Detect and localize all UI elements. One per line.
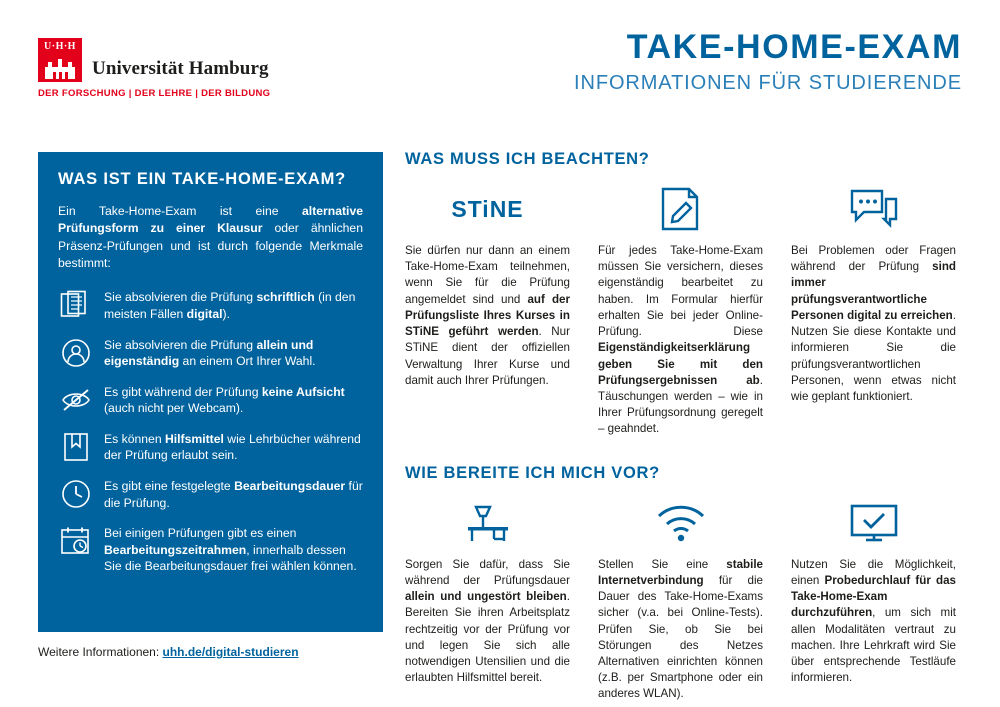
university-claim: DER FORSCHUNG | DER LEHRE | DER BILDUNG xyxy=(38,88,271,99)
section2-heading: WIE BEREITE ICH MICH VOR? xyxy=(405,463,660,482)
card-text-part: Stellen Sie eine xyxy=(598,557,727,571)
card-text-part: Sorgen Sie dafür, dass Sie während der Prüfungsdauer xyxy=(405,557,570,587)
card-text-bold: allein und ungestört bleiben xyxy=(405,590,567,604)
card-text-part: . Nur STiNE dient der offiziellen Verwaltung Ihrer Kurse und damit auch Ihrer Prüfungen. xyxy=(405,325,570,387)
card-workspace xyxy=(405,497,570,703)
footer-label: Weitere Informationen: xyxy=(38,645,163,659)
card-declaration xyxy=(598,183,763,438)
footer-link[interactable]: uhh.de/digital-studieren xyxy=(162,645,299,659)
feature-item xyxy=(58,477,363,511)
card-trial-run xyxy=(791,497,956,703)
panel-intro-part-3: oder ähnlichen Präsenz-Prüfungen und ist durch folgende Merkmale bestimmt: xyxy=(58,221,363,270)
feature-text-part: Sie absolvieren die Prüfung xyxy=(104,290,257,305)
stine-wordmark-text: STiNE xyxy=(451,195,524,222)
card-text-part: für die Dauer des Take-Home-Exams sicher (v.a. bei Online-Tests). Prüfen Sie, ob Sie bei Störungen des Netzes Alternativen einrichten können (z.B. per Smartphone oder ein anderes WLAN). xyxy=(598,573,763,701)
feature-text-part: Es gibt eine festgelegte xyxy=(104,479,235,494)
university-logo xyxy=(38,38,298,99)
feature-text xyxy=(104,383,363,417)
feature-text-part: wie Lehrbücher während der Prüfung erlaubt sein. xyxy=(104,431,361,463)
feature-text xyxy=(104,288,363,322)
wifi-icon xyxy=(598,497,763,549)
feature-text-part: Sie absolvieren die Prüfung xyxy=(104,337,257,352)
panel-heading: WAS IST EIN TAKE-HOME-EXAM? xyxy=(58,170,347,188)
book-bookmark-icon xyxy=(58,430,94,464)
card-text-part: Für jedes Take-Home-Exam müssen Sie versichern, dieses eigenständig bearbeitet zu haben. Im Formular hierfür erhalten Sie bei jeder Online-Prüfung. Diese xyxy=(598,244,763,339)
title-block xyxy=(574,30,962,95)
card-text-part: . Nutzen Sie diese Kontakte und informieren Sie die prüfungsverantwortlichen Personen, wenn etwas nicht wie geplant funktioniert. xyxy=(791,308,956,403)
card-text-part: Bei Problemen oder Fragen während der Prüfung xyxy=(791,244,956,274)
panel-intro-part-1: Ein Take-Home-Exam ist eine xyxy=(58,204,303,218)
feature-item xyxy=(58,383,363,417)
desk-lamp-icon xyxy=(405,497,570,549)
card-body xyxy=(598,243,763,438)
feature-text-bold: digital xyxy=(186,306,223,321)
section1-heading: WAS MUSS ICH BEACHTEN? xyxy=(405,150,650,168)
card-body xyxy=(405,557,570,687)
feature-text-part: (auch nicht per Webcam). xyxy=(104,401,244,416)
section1-cards xyxy=(405,183,965,438)
card-text-bold: Eigenständigkeitserklärung geben Sie mit den Prüfungsergebnissen ab xyxy=(598,341,763,387)
card-text-part: Nutzen Sie die Möglichkeit, einen xyxy=(791,557,956,587)
feature-text-bold: keine Aufsicht xyxy=(261,384,345,399)
card-text-bold: sind immer prüfungsverantwortliche Personen digital zu erreichen xyxy=(791,260,956,322)
feature-text-part: Bei einigen Prüfungen gibt es einen xyxy=(104,526,297,541)
chat-bubbles-icon xyxy=(791,183,956,235)
uhh-seal-icon xyxy=(38,38,82,82)
feature-text-part: Es können xyxy=(104,431,165,446)
feature-text-part: Es gibt während der Prüfung xyxy=(104,384,262,399)
feature-text-bold: Bearbeitungsdauer xyxy=(234,479,346,494)
card-text-part: . Bereiten Sie ihren Arbeitsplatz rechtzeitig vor der Prüfung vor und legen Sie sich alle notwendigen Utensilien und die erlaubten Hilfsmittel bereit. xyxy=(405,590,570,685)
eye-crossed-icon xyxy=(58,383,94,417)
page-subtitle: INFORMATIONEN FÜR STUDIERENDE xyxy=(574,71,962,94)
stine-wordmark-icon xyxy=(405,183,570,235)
card-internet xyxy=(598,497,763,703)
uhh-seal-text: U·H·H xyxy=(44,41,76,52)
feature-text xyxy=(104,524,363,575)
card-text-bold: stabile Internetverbindung xyxy=(598,557,763,587)
clock-icon xyxy=(58,477,94,511)
calendar-clock-icon xyxy=(58,524,94,558)
card-text-part: Sie dürfen nur dann an einem Take-Home-Exam teilnehmen, wenn Sie für die Prüfung angemeldet sind und xyxy=(405,244,570,306)
feature-item xyxy=(58,336,363,370)
feature-text-bold: allein und eigenständig xyxy=(104,337,314,369)
university-name: Universität Hamburg xyxy=(92,58,269,79)
footer-note xyxy=(38,645,299,659)
castle-icon xyxy=(45,59,75,79)
feature-text-part: an einem Ort Ihrer Wahl. xyxy=(179,354,316,369)
section-what-to-consider xyxy=(405,150,965,438)
feature-text-part: für die Prüfung. xyxy=(104,479,363,510)
feature-text-bold: Bearbeitungszeitrahmen xyxy=(104,542,247,557)
feature-text xyxy=(104,336,363,370)
card-text-part: , um sich mit allen Modalitäten vertraut zu machen. Ihre Lehrkraft wird Sie über entsprechende Testläufe informieren. xyxy=(791,606,956,685)
feature-item xyxy=(58,430,363,464)
person-circle-icon xyxy=(58,336,94,370)
card-body xyxy=(791,243,956,405)
card-body xyxy=(791,557,956,687)
feature-text-part: , innerhalb dessen Sie die Bearbeitungsdauer frei wählen können. xyxy=(104,542,357,574)
feature-text xyxy=(104,477,363,511)
feature-item xyxy=(58,288,363,322)
document-pages-icon xyxy=(58,288,94,322)
feature-text-bold: Hilfsmittel xyxy=(164,431,224,446)
section-preparation xyxy=(405,464,965,703)
feature-text-part: ). xyxy=(222,306,230,321)
monitor-check-icon xyxy=(791,497,956,549)
feature-item xyxy=(58,524,363,575)
card-contact xyxy=(791,183,956,438)
card-text-bold: Probedurchlauf für das Take-Home-Exam durchzuführen xyxy=(791,573,956,620)
card-stine xyxy=(405,183,570,438)
document-pen-icon xyxy=(598,183,763,235)
card-body xyxy=(405,243,570,389)
card-body xyxy=(598,557,763,703)
feature-text xyxy=(104,430,363,464)
page-title: TAKE-HOME-EXAM xyxy=(626,28,962,66)
panel-intro xyxy=(58,203,363,272)
feature-text-bold: schriftlich xyxy=(256,290,315,305)
what-is-panel xyxy=(38,152,383,632)
panel-intro-part-2: alternative Prüfungsform zu einer Klausur xyxy=(58,204,363,236)
card-text-part: . Täuschungen werden – wie in Ihrer Prüfungsordnung geregelt – geahndet. xyxy=(598,373,763,436)
card-text-bold: auf der Prüfungsliste Ihres Kurses in STiNE geführt werden xyxy=(405,292,570,339)
right-content xyxy=(405,150,965,703)
feature-text-part: (in den meisten Fällen xyxy=(104,290,356,321)
page-header xyxy=(0,0,1000,128)
section2-cards xyxy=(405,497,965,703)
